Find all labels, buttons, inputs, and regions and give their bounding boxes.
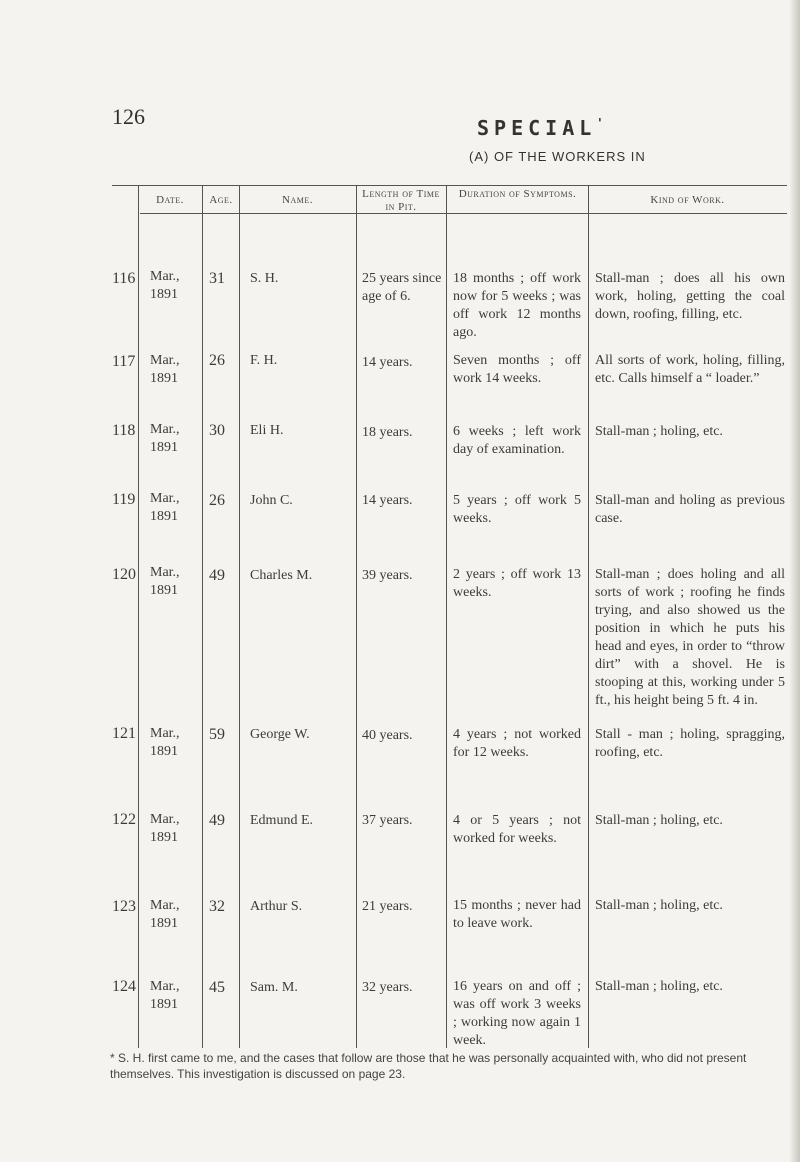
age-cell: 32 <box>209 898 225 915</box>
length-cell: 14 years. <box>362 493 413 508</box>
row-number: 117 <box>112 353 136 370</box>
kind-cell: Stall-man and holing as previous case. <box>595 493 785 526</box>
duration-cell: 4 years ; not worked for 12 weeks. <box>453 727 581 760</box>
name-cell: Edmund E. <box>250 813 313 828</box>
date-cell: Mar., 1891 <box>150 726 180 759</box>
kind-cell: Stall-man ; holing, etc. <box>595 813 723 828</box>
column-rule <box>138 186 139 1048</box>
kind-cell: Stall-man ; holing, etc. <box>595 898 723 913</box>
age-cell: 30 <box>209 422 225 439</box>
length-cell: 40 years. <box>362 728 413 743</box>
length-cell: 14 years. <box>362 355 413 370</box>
header-duration: Duration of Symptoms. <box>458 188 577 200</box>
row-number: 119 <box>112 491 136 508</box>
column-rule <box>588 186 589 1048</box>
row-number: 118 <box>112 422 136 439</box>
row-number: 120 <box>112 566 136 583</box>
age-cell: 49 <box>209 567 225 584</box>
date-cell: Mar., 1891 <box>150 269 180 302</box>
date-cell: Mar., 1891 <box>150 812 180 845</box>
length-cell: 37 years. <box>362 813 413 828</box>
name-cell: Charles M. <box>250 568 313 583</box>
age-cell: 26 <box>209 492 225 509</box>
row-number: 121 <box>112 725 136 742</box>
column-rule <box>239 186 240 1048</box>
age-cell: 45 <box>209 979 225 996</box>
name-cell: S. H. <box>250 271 279 286</box>
duration-cell: 4 or 5 years ; not worked for weeks. <box>453 813 581 846</box>
duration-cell: 2 years ; off work 13 weeks. <box>453 567 581 600</box>
date-cell: Mar., 1891 <box>150 565 180 598</box>
duration-cell: 16 years on and off ; was off work 3 weeks ; working now again 1 week. <box>453 979 581 1048</box>
row-number: 116 <box>112 270 136 287</box>
section-title: SPECIAL' <box>477 116 609 140</box>
length-cell: 25 years since age of 6. <box>362 271 442 304</box>
date-cell: Mar., 1891 <box>150 422 180 455</box>
duration-cell: 18 months ; off work now for 5 weeks ; was off work 12 months ago. <box>453 271 581 340</box>
kind-cell: Stall-man ; holing, etc. <box>595 424 723 439</box>
duration-cell: 5 years ; off work 5 weeks. <box>453 493 581 526</box>
footnote: * S. H. first came to me, and the cases that follow are those that he was personally acquainted with, who did not present themselves. This investigation is discussed on page 23. <box>110 1051 747 1081</box>
name-cell: George W. <box>250 727 310 742</box>
length-cell: 32 years. <box>362 980 413 995</box>
header-bottom-rule <box>140 213 787 214</box>
duration-cell: 6 weeks ; left work day of examination. <box>453 424 581 457</box>
kind-cell: Stall-man ; does all his own work, holing, getting the coal down, roofing, filling, etc. <box>595 271 785 322</box>
column-rule <box>446 186 447 1048</box>
age-cell: 31 <box>209 270 225 287</box>
kind-cell: All sorts of work, holing, filling, etc. Calls himself a “ loader.” <box>595 353 785 386</box>
length-cell: 18 years. <box>362 425 413 440</box>
page-number: 126 <box>112 104 145 129</box>
name-cell: Eli H. <box>250 423 284 438</box>
name-cell: F. H. <box>250 353 278 368</box>
header-length: Length of Time in Pit. <box>362 188 440 213</box>
duration-cell: 15 months ; never had to leave work. <box>453 898 581 931</box>
kind-cell: Stall - man ; holing, spragging, roofing, etc. <box>595 727 785 760</box>
header-kind: Kind of Work. <box>650 194 725 206</box>
name-cell: John C. <box>250 493 293 508</box>
duration-cell: Seven months ; off work 14 weeks. <box>453 353 581 386</box>
length-cell: 21 years. <box>362 899 413 914</box>
date-cell: Mar., 1891 <box>150 898 180 931</box>
date-cell: Mar., 1891 <box>150 491 180 524</box>
kind-cell: Stall-man ; does holing and all sorts of work ; roofing he finds trying, and also showed us the position in which he puts his head and eyes, in order to “throw dirt” with a shovel. He is stooping at this, working under 5 ft., his height being 5 ft. 4 in. <box>595 567 785 708</box>
header-name: Name. <box>282 194 313 206</box>
date-cell: Mar., 1891 <box>150 353 180 386</box>
row-number: 122 <box>112 811 136 828</box>
kind-cell: Stall-man ; holing, etc. <box>595 979 723 994</box>
row-number: 124 <box>112 978 136 995</box>
header-date: Date. <box>156 194 184 206</box>
name-cell: Sam. M. <box>250 980 298 995</box>
age-cell: 59 <box>209 726 225 743</box>
section-subtitle: (A) OF THE WORKERS IN <box>469 149 646 164</box>
age-cell: 26 <box>209 352 225 369</box>
length-cell: 39 years. <box>362 568 413 583</box>
row-number: 123 <box>112 898 136 915</box>
column-rule <box>356 186 357 1048</box>
date-cell: Mar., 1891 <box>150 979 180 1012</box>
table-top-rule <box>112 185 787 186</box>
column-rule <box>202 186 203 1048</box>
age-cell: 49 <box>209 812 225 829</box>
header-age: Age. <box>209 194 233 206</box>
name-cell: Arthur S. <box>250 899 303 914</box>
page-edge <box>790 0 800 1162</box>
